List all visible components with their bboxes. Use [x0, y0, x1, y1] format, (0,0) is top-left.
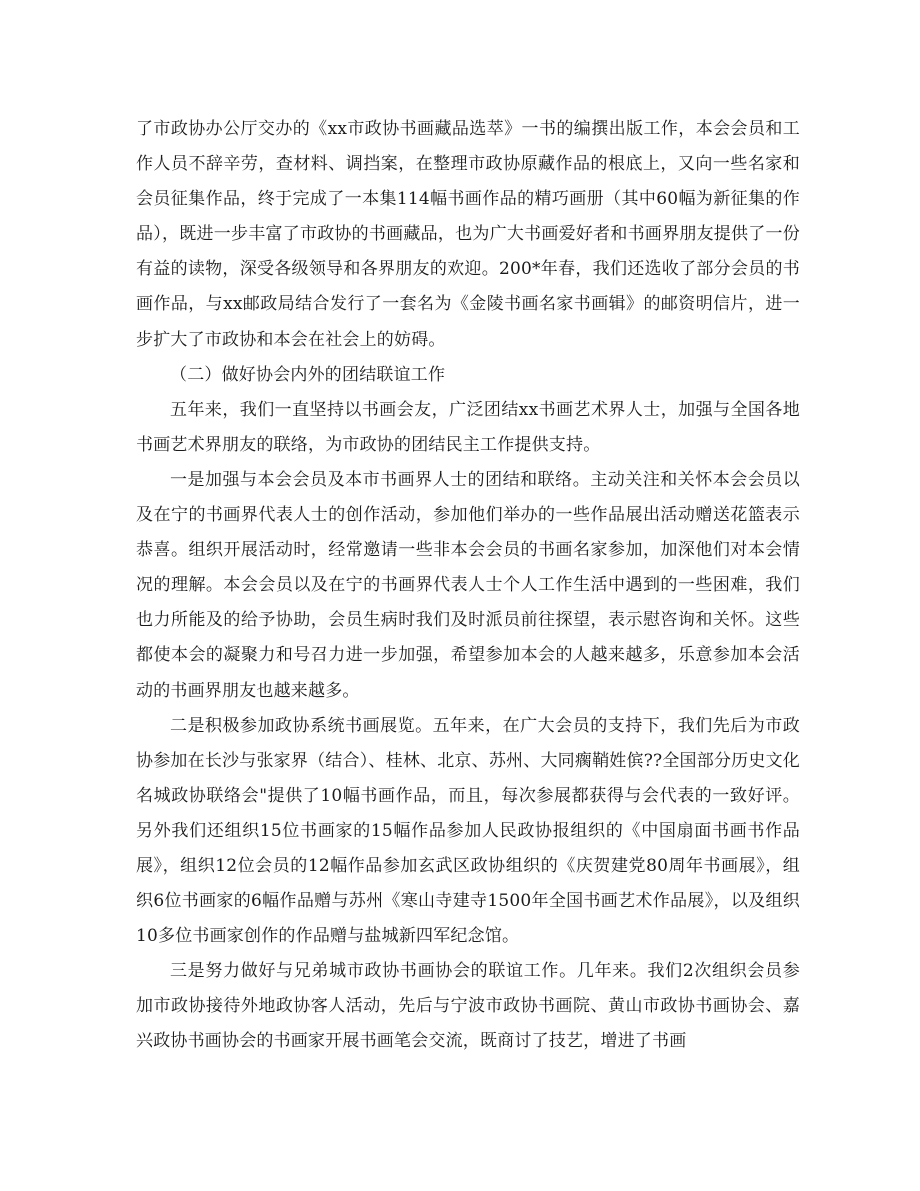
paragraph-item-two: 二是积极参加政协系统书画展览。五年来，在广大会员的支持下，我们先后为市政协参加在长沙与张家界（结合）、桂林、北京、苏州、大同瘸鞘姓傧??全国部分历史文化名城政协联络会"提供了10幅书画作品，而且，每次参展都获得与会代表的一致好评。另外我们还组织15位书画家的15幅作品参加人民政协报组织的《中国扇面书画书作品展》，组织12位会员的12幅作品参加玄武区政协组织的《庆贺建党80周年书画展》，组织6位书画家的6幅作品赠与苏州《寒山寺建寺1500年全国书画艺术作品展》，以及组织10多位书画家创作的作品赠与盐城新四军纪念馆。 — [136, 715, 801, 947]
paragraph-item-three: 三是努力做好与兄弟城市政协书画协会的联谊工作。几年来。我们2次组织会员参加市政协接待外地政协客人活动，先后与宁波市政协书画院、黄山市政协书画协会、嘉兴政协书画协会的书画家开展书画笔会交流，既商讨了技艺，增进了书画 — [136, 961, 800, 1052]
paragraph-intro: 五年来，我们一直坚持以书画会友，广泛团结xx书画艺术界人士，加强与全国各地书画艺术界朋友的联络，为市政协的团结民主工作提供支持。 — [136, 399, 800, 455]
section-heading: （二）做好协会内外的团结联谊工作 — [170, 364, 446, 385]
paragraph-item-one: 一是加强与本会会员及本市书画界人士的团结和联络。主动关注和关怀本会会员以及在宁的书画界代表人士的创作活动，参加他们举办的一些作品展出活动赠送花篮表示恭喜。组织开展活动时，经常邀请一些非本会会员的书画名家参加，加深他们对本会情况的理解。本会会员以及在宁的书画界代表人士个人工作生活中遇到的一些困难，我们也力所能及的给予协助，会员生病时我们及时派员前往探望，表示慰咨询和关怀。这些都使本会的凝聚力和号召力进一步加强，希望参加本会的人越来越多，乐意参加本会活动的书画界朋友也越来越多。 — [136, 469, 800, 701]
paragraph-continuation: 了市政协办公厅交办的《xx市政协书画藏品选萃》一书的编撰出版工作，本会会员和工作人员不辞辛劳，查材料、调挡案，在整理市政协原藏作品的根底上，又向一些名家和会员征集作品，终于完成了一本集114幅书画作品的精巧画册（其中60幅为新征集的作品），既进一步丰富了市政协的书画藏品，也为广大书画爱好者和书画界朋友提供了一份有益的读物，深受各级领导和各界朋友的欢迎。200*年春，我们还选收了部分会员的书画作品，与xx邮政局结合发行了一套名为《金陵书画名家书画辑》的邮资明信片，进一步扩大了市政协和本会在社会上的妨碍。 — [136, 119, 800, 350]
document-body — [136, 112, 800, 1060]
